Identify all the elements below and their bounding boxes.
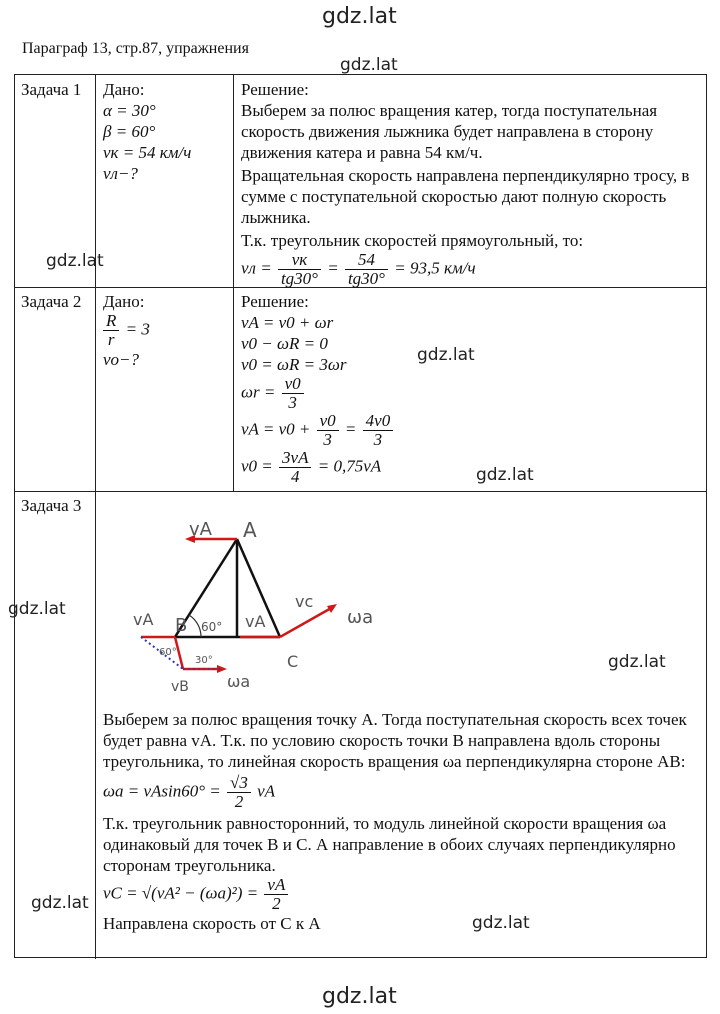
equation-eq: = <box>344 419 357 439</box>
vector-label: vA <box>189 519 212 540</box>
vector-label: ωa <box>227 672 251 691</box>
angle-label: 60° <box>159 647 177 658</box>
angle-arc <box>189 615 201 637</box>
solution-text: Направлена скорость от C к A <box>103 914 321 933</box>
given-line: vк = 54 км/ч <box>103 143 192 162</box>
task2-given <box>103 291 229 370</box>
fraction-denominator: 4 <box>291 467 300 486</box>
equation-line <box>241 449 699 486</box>
task1-solution <box>241 79 699 288</box>
solution-text: Т.к. треугольник равносторонний, то модуль линейной скорости вращения ωa одинаковый для точек B и C. А направление в обоих случаях перпендикулярно сторонам треугольника. <box>103 814 676 875</box>
fraction-denominator: 3 <box>373 430 383 449</box>
fraction-denominator: tg30° <box>347 269 385 288</box>
given-line: β = 60° <box>103 122 156 141</box>
arrowhead <box>327 604 337 613</box>
equation-rhs: = 0,75vA <box>317 456 382 476</box>
fraction-denominator: 3 <box>288 393 297 412</box>
fraction <box>279 449 311 486</box>
equation-line <box>241 375 699 412</box>
formula <box>103 876 703 913</box>
watermark: gdz.lat <box>472 913 530 933</box>
given-title: Дано: <box>103 80 145 99</box>
fraction-numerator: vк <box>278 251 321 270</box>
given-title: Дано: <box>103 292 145 311</box>
given-ratio <box>103 312 229 349</box>
column-divider <box>95 75 96 959</box>
watermark: gdz.lat <box>476 465 534 485</box>
fraction <box>278 251 321 288</box>
task2-label: Задача 2 <box>21 292 82 311</box>
fraction <box>103 312 119 349</box>
vector-label: vA <box>245 612 266 631</box>
fraction-numerator: 4v0 <box>363 412 394 431</box>
solutions-table <box>14 74 707 958</box>
task2-solution <box>241 291 699 486</box>
given-line: vл−? <box>103 164 138 183</box>
given-line: vо−? <box>103 350 140 369</box>
equation-line: v0 − ωR = 0 <box>241 334 328 353</box>
equation-lhs: vA = v0 + <box>241 419 311 439</box>
row-divider <box>15 491 706 492</box>
fraction-denominator: r <box>107 330 115 349</box>
vc-arrow <box>280 607 333 637</box>
vector-label: vB <box>171 679 189 695</box>
watermark: gdz.lat <box>608 652 666 672</box>
formula-lhs: vC = √(vA² − (ωa)²) = <box>103 883 259 903</box>
given-ratio-rhs: = 3 <box>125 319 150 339</box>
task1-given <box>103 79 229 184</box>
fraction-numerator: v0 <box>317 412 339 431</box>
watermark-top: gdz.lat <box>322 4 397 29</box>
fraction-denominator: 2 <box>234 792 244 811</box>
formula-rhs: vA <box>257 781 276 801</box>
solution-text: Вращательная скорость направлена перпендикулярно тросу, в сумме с поступательной скоростью дают полную скорость лыжника. <box>241 166 690 227</box>
fraction-denominator: 2 <box>272 894 281 913</box>
formula-eq: = <box>327 258 339 278</box>
fraction-numerator: R <box>103 312 119 331</box>
task1-label: Задача 1 <box>21 80 82 99</box>
fraction <box>227 774 251 811</box>
solution-text: Выберем за полюс вращения катер, тогда поступательная скорость движения лыжника будет направлена в сторону движения катера и равна 54 км/ч. <box>241 101 658 162</box>
solution-title: Решение: <box>241 80 309 99</box>
equation-line: v0 = ωR = 3ωr <box>241 355 347 374</box>
watermark: gdz.lat <box>8 599 66 619</box>
equation-lhs: ωr = <box>241 382 276 402</box>
column-divider <box>233 75 234 491</box>
given-line: α = 30° <box>103 101 156 120</box>
fraction-denominator: 3 <box>323 430 332 449</box>
fraction-numerator: √3 <box>227 774 251 793</box>
task3-label: Задача 3 <box>21 496 82 515</box>
formula-lhs: vл = <box>241 258 272 278</box>
sketch-label-a: A <box>243 518 257 542</box>
watermark: gdz.lat <box>46 251 104 271</box>
vector-label: ωa <box>347 607 374 628</box>
watermark: gdz.lat <box>340 55 398 75</box>
fraction <box>317 412 339 449</box>
fraction <box>363 412 394 449</box>
formula <box>103 774 703 811</box>
watermark-bottom: gdz.lat <box>322 984 397 1009</box>
angle-label: 60° <box>201 620 223 634</box>
watermark: gdz.lat <box>417 345 475 365</box>
task3-solution <box>103 709 703 934</box>
solution-title: Решение: <box>241 292 309 311</box>
fraction-numerator: vA <box>264 876 288 895</box>
solution-text: Т.к. треугольник скоростей прямоугольный, то: <box>241 231 584 250</box>
vector-label: vc <box>295 592 314 611</box>
formula-result: = 93,5 км/ч <box>394 258 476 278</box>
solution-text: Выберем за полюс вращения точку А. Тогда поступательная скорость всех точек будет равна vA. Т.к. по условию скорость точки B направлена вдоль стороны треугольника, то линейная скорость вращения ωa перпендикулярна стороне AB: <box>103 710 687 771</box>
formula-lhs: ωa = vAsin60° = <box>103 781 221 801</box>
sketch-label-c: C <box>287 652 299 671</box>
watermark: gdz.lat <box>31 893 89 913</box>
angle-label: 30° <box>195 655 213 666</box>
fraction-numerator: 54 <box>345 251 388 270</box>
fraction-numerator: 3vA <box>279 449 311 468</box>
fraction <box>264 876 288 913</box>
equation-line: vA = v0 + ωr <box>241 313 334 332</box>
formula <box>241 251 699 288</box>
fraction-numerator: v0 <box>282 375 304 394</box>
fraction <box>282 375 304 412</box>
equation-lhs: v0 = <box>241 456 273 476</box>
equation-line <box>241 412 699 449</box>
sketch-label-b: B <box>175 615 188 636</box>
fraction-denominator: tg30° <box>280 269 318 288</box>
fraction <box>345 251 388 288</box>
vector-label: vA <box>133 610 154 629</box>
velocity-sketch <box>115 507 445 697</box>
page-heading: Параграф 13, стр.87, упражнения <box>22 40 249 57</box>
